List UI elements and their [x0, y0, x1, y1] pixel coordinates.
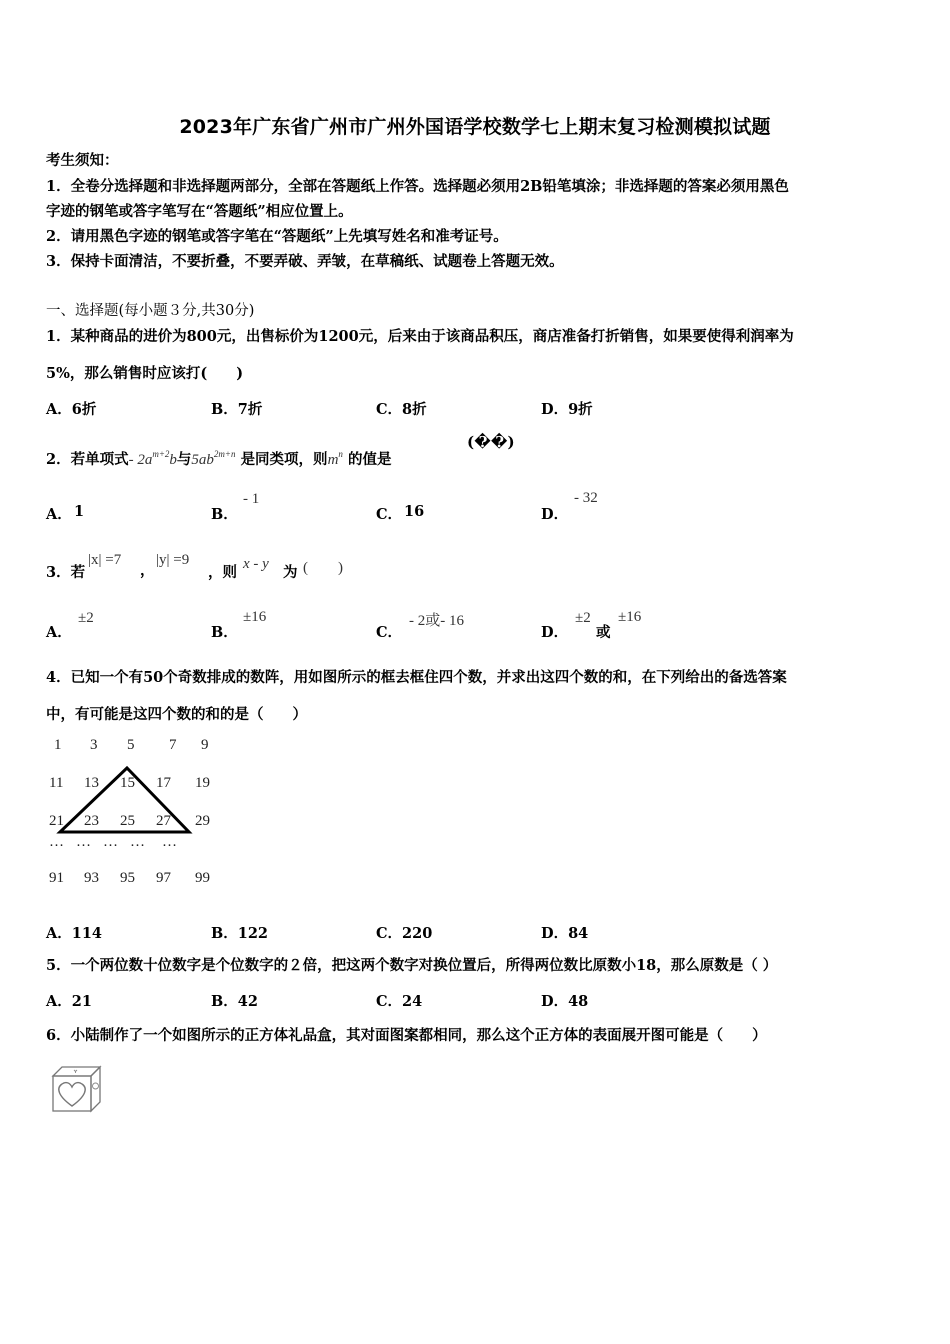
q5-option-a: A．21: [46, 993, 92, 1010]
q3-option-d-or: 或: [596, 624, 611, 641]
q2-suffix2: 的值是: [347, 451, 392, 468]
q2-option-a-value: 1: [74, 503, 85, 520]
grid-cell: 27: [156, 813, 171, 829]
grid-cell: …: [103, 834, 118, 850]
q3-option-c-label: C．: [376, 624, 403, 641]
q2-expr3: $m^n$: [327, 449, 343, 468]
q4-option-c: C．220: [376, 925, 433, 942]
q2-expr1: - $2a^{m+2}b$: [128, 449, 177, 468]
grid-cell: 95: [120, 870, 135, 886]
grid-cell: 7: [169, 737, 177, 753]
q2-option-b-value: - 1: [243, 491, 260, 507]
grid-cell: 1: [54, 737, 62, 753]
q1-option-b: B．7折: [211, 401, 263, 418]
grid-cell: 9: [201, 737, 209, 753]
q3-paren: ( ): [303, 560, 343, 576]
notice-item-1-cont: 字迹的钢笔或答字笔写在“答题纸”相应位置上。: [46, 203, 353, 220]
q2-stem: [46, 443, 391, 471]
q4-option-b: B．122: [211, 925, 269, 942]
q3-option-b-value: ±16: [243, 609, 267, 625]
q3-comma: ，: [140, 562, 155, 579]
q3-option-d-label: D．: [541, 624, 569, 641]
section-heading: 一、选择题(每小题３分,共30分): [46, 303, 255, 319]
q3-option-b-label: B．: [211, 624, 238, 641]
q3-abs-y: |y| =9: [156, 552, 190, 568]
q3-option-d-extra: ±16: [618, 609, 642, 625]
triangle-outline: [60, 768, 189, 832]
flower-icon: [74, 1070, 77, 1073]
grid-cell: …: [49, 834, 64, 850]
q5-line: 5．一个两位数十位数字是个位数字的２倍，把这两个数字对换位置后，所得两位数比原数小18，那么原数是（ ）: [46, 957, 778, 974]
q1-option-c: C．8折: [376, 401, 427, 418]
grid-cell: 91: [49, 870, 64, 886]
notice-item-1: 1．全卷分选择题和非选择题两部分，全部在答题纸上作答。选择题必须用2B铅笔填涂；非选择题的答案必须用黑色: [46, 178, 789, 195]
q1-line2: 5%，那么销售时应该打( ): [46, 365, 244, 382]
q6-line: 6．小陆制作了一个如图所示的正方体礼品盒，其对面图案都相同，那么这个正方体的表面展开图可能是（ ）: [46, 1027, 767, 1044]
q2-option-d-label: D．: [541, 506, 569, 523]
q3-expr: x - y: [243, 556, 269, 572]
heart-icon: [59, 1083, 85, 1106]
q4-option-a: A．114: [46, 925, 103, 942]
grid-cell: 13: [84, 775, 99, 791]
grid-cell: 21: [49, 813, 64, 829]
grid-cell: …: [162, 834, 177, 850]
grid-cell: 15: [120, 775, 135, 791]
q3-prefix: 3．若: [46, 564, 86, 581]
odd-number-grid: [46, 734, 226, 894]
q2-garbled-paren: (��): [467, 433, 515, 451]
q3-then: ，则: [208, 564, 237, 581]
smiley-icon: [93, 1083, 99, 1089]
notice-item-3: 3．保持卡面清洁，不要折叠，不要弄破、弄皱，在草稿纸、试题卷上答题无效。: [46, 253, 564, 270]
q2-option-c-value: 16: [404, 503, 425, 520]
q3-option-a-label: A．: [46, 624, 72, 641]
grid-cell: 93: [84, 870, 99, 886]
grid-cell: 23: [84, 813, 99, 829]
q5-option-b: B．42: [211, 993, 258, 1010]
q3-abs-x: |x| =7: [88, 552, 122, 568]
q3-option-a-value: ±2: [78, 610, 94, 626]
q2-option-b-label: B．: [211, 506, 238, 523]
notice-item-2: 2．请用黑色字迹的钢笔或答字笔在“答题纸”上先填写姓名和准考证号。: [46, 228, 508, 245]
q3-option-c-value: - 2或- 16: [409, 613, 464, 629]
grid-cell: 5: [127, 737, 135, 753]
q2-option-a-label: A．: [46, 506, 72, 523]
grid-cell: 3: [90, 737, 98, 753]
exam-title: 2023年广东省广州市广州外国语学校数学七上期末复习检测模拟试题: [179, 116, 771, 138]
q2-option-d-value: - 32: [574, 490, 598, 506]
q1-option-d: D．9折: [541, 401, 593, 418]
grid-cell: 25: [120, 813, 135, 829]
grid-cell: 97: [156, 870, 171, 886]
notice-heading: 考生须知：: [46, 152, 119, 169]
q2-suffix: 是同类项，则: [240, 451, 328, 468]
triangle-frame: [46, 734, 226, 894]
q1-option-a: A．6折: [46, 401, 97, 418]
grid-cell: 99: [195, 870, 210, 886]
q2-mid: 与: [176, 451, 192, 468]
grid-cell: …: [76, 834, 91, 850]
grid-cell: 17: [156, 775, 171, 791]
q2-option-c-label: C．: [376, 506, 403, 523]
q5-option-c: C．24: [376, 993, 423, 1010]
grid-cell: 29: [195, 813, 210, 829]
q4-line1: 4．已知一个有50个奇数排成的数阵，用如图所示的框去框住四个数，并求出这四个数的和，在下列给出的备选答案: [46, 669, 787, 686]
grid-cell: 11: [49, 775, 64, 791]
grid-cell: 19: [195, 775, 210, 791]
q2-prefix: 2．若单项式: [46, 451, 129, 468]
q3-suffix: 为: [283, 564, 298, 581]
q1-line1: 1．某种商品的进价为800元，出售标价为1200元，后来由于该商品积压，商店准备打折销售，如果要使得利润率为: [46, 328, 794, 345]
q4-line2: 中，有可能是这四个数的和的是（ ）: [46, 706, 307, 723]
gift-cube-figure: [50, 1062, 104, 1114]
q5-option-d: D．48: [541, 993, 589, 1010]
q4-option-d: D．84: [541, 925, 589, 942]
q2-expr2: $5ab^{2m+n}$: [191, 449, 236, 468]
q3-option-d-value: ±2: [575, 610, 591, 626]
grid-cell: …: [130, 834, 145, 850]
